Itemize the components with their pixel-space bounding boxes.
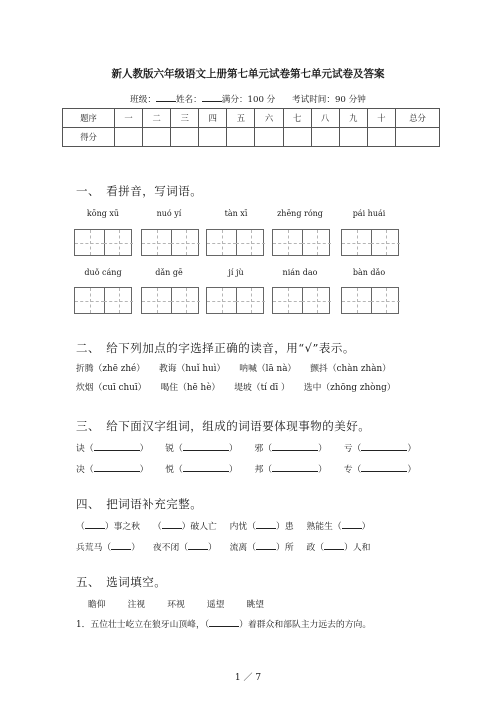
word-group-char: 亏 [343, 444, 353, 454]
score-header: 四 [199, 109, 227, 128]
score-cell[interactable] [227, 128, 255, 147]
reading-item[interactable]: 呐喊（lā nà） [239, 364, 297, 374]
word-group-line-2: 决（ ） 悦（ ） 邦（ ） 专（ ） [76, 462, 416, 475]
idiom-text: ） [208, 543, 217, 553]
pinyin-label: nuó yí [156, 209, 182, 218]
question-text: 1．五位壮士屹立在狼牙山顶峰，（ [76, 620, 210, 630]
score-header: 八 [311, 109, 339, 128]
score-row-label: 得分 [63, 128, 115, 147]
reading-item[interactable]: 炊烟（cuī chuī） [76, 383, 147, 393]
writing-grid[interactable] [74, 287, 132, 314]
idiom-text: ）人和 [344, 543, 371, 553]
idiom-line-2 [76, 540, 370, 553]
answer-blank[interactable] [183, 441, 229, 451]
class-blank [156, 92, 176, 102]
pinyin-label: dǎn gē [155, 268, 183, 277]
answer-blank[interactable] [85, 519, 105, 529]
score-header: 三 [171, 109, 199, 128]
score-cell[interactable] [255, 128, 283, 147]
idiom-line-1 [76, 519, 370, 532]
pinyin-label: nián dao [282, 268, 318, 277]
answer-blank[interactable] [188, 540, 208, 550]
word-group-line-1: 诀（ ） 锐（ ） 邪（ ） 亏（ ） [76, 441, 416, 454]
pinyin-label: bàn dǎo [352, 268, 386, 277]
doc-title: 新人教版六年级语文上册第七单元试卷第七单元试卷及答案 [111, 68, 385, 80]
answer-blank[interactable] [342, 519, 362, 529]
word-choice: 环视 [167, 600, 185, 610]
score-value-row [63, 128, 440, 147]
score-header: 一 [115, 109, 143, 128]
idiom-text: ）患 [276, 522, 294, 532]
idiom-text: 政（ [306, 543, 325, 553]
answer-blank[interactable] [162, 519, 182, 529]
fill-question-1 [76, 617, 371, 630]
word-group-char: 诀 [76, 444, 85, 454]
word-group-char: 锐 [165, 444, 175, 454]
answer-blank[interactable] [111, 540, 131, 550]
score-cell[interactable] [283, 128, 311, 147]
writing-grid[interactable] [141, 287, 199, 314]
score-header: 题序 [63, 109, 115, 128]
score-cell[interactable] [367, 128, 395, 147]
word-choices [88, 597, 264, 610]
pinyin-label: jí jù [228, 268, 244, 277]
idiom-text: ） [131, 543, 141, 553]
info-line [0, 92, 496, 105]
answer-blank[interactable] [272, 462, 318, 472]
full-score: 满分：100 分 [221, 95, 276, 105]
writing-grid[interactable] [141, 229, 199, 256]
idiom-text: 兵荒马（ [76, 543, 112, 553]
pinyin-label: kōng xū [86, 209, 120, 218]
question-text: ）着群众和部队主力远去的方向。 [239, 620, 372, 630]
score-header: 五 [227, 109, 255, 128]
writing-grid[interactable] [272, 287, 330, 314]
score-cell[interactable] [143, 128, 171, 147]
answer-blank[interactable] [94, 441, 140, 451]
score-cell[interactable] [171, 128, 199, 147]
word-choice: 眺望 [246, 600, 265, 610]
answer-blank[interactable] [256, 540, 276, 550]
word-choice: 瞻仰 [88, 600, 106, 610]
reading-item[interactable]: 堤坡（tí dī ） [234, 383, 290, 393]
section2-heading: 二、 给下列加点的字选择正确的读音，用“√”表示。 [76, 341, 355, 355]
score-header: 九 [339, 109, 367, 128]
name-blank [202, 92, 222, 102]
score-cell[interactable] [115, 128, 143, 147]
answer-blank[interactable] [209, 617, 239, 627]
word-choice: 注视 [127, 600, 146, 610]
pinyin-label: duǒ cáng [84, 268, 122, 277]
reading-item[interactable]: 喝住（hē hè） [160, 383, 221, 393]
score-header: 六 [255, 109, 283, 128]
reading-item[interactable]: 折腾（zhē zhé） [76, 364, 145, 374]
writing-grid[interactable] [206, 229, 264, 256]
idiom-text: 内忧（ [229, 522, 257, 532]
answer-blank[interactable] [183, 462, 229, 472]
answer-blank[interactable] [256, 519, 276, 529]
score-header: 十 [367, 109, 395, 128]
idiom-text: ）破人亡 [181, 522, 217, 532]
idiom-text: ）事之秋 [104, 522, 141, 532]
writing-grid[interactable] [74, 229, 132, 256]
section3-heading: 三、 给下面汉字组词，组成的词语要体现事物的美好。 [76, 419, 371, 433]
score-header-row [63, 109, 440, 128]
score-table [62, 108, 440, 147]
class-label: 班级： [130, 95, 156, 105]
answer-blank[interactable] [272, 441, 318, 451]
exam-time: 考试时间：90 分钟 [292, 95, 366, 105]
word-group-char: 专 [343, 465, 353, 475]
reading-item[interactable]: 选中（zhōng zhòng） [303, 383, 396, 393]
word-group-char: 邦 [254, 465, 264, 475]
idiom-text: ） [361, 522, 371, 532]
word-choice: 遥望 [206, 600, 225, 610]
answer-blank[interactable] [361, 441, 407, 451]
word-group-char: 悦 [165, 465, 175, 475]
section1-heading: 一、 看拼音，写词语。 [76, 184, 203, 198]
pinyin-label: pái huái [352, 209, 386, 218]
score-header: 七 [283, 109, 311, 128]
word-group-char: 决 [76, 465, 85, 475]
idiom-text: （ [152, 522, 162, 532]
pinyin-label: tàn xī [224, 209, 248, 218]
reading-item[interactable]: 颤抖（chàn zhàn） [310, 364, 391, 374]
answer-blank[interactable] [361, 462, 407, 472]
name-label: 姓名： [175, 95, 202, 105]
score-cell[interactable] [339, 128, 367, 147]
page-number: 1 ／ 7 [234, 673, 262, 683]
score-cell[interactable] [199, 128, 227, 147]
section5-heading: 五、 选词填空。 [76, 575, 167, 589]
score-cell[interactable] [396, 128, 440, 147]
answer-blank[interactable] [94, 462, 140, 472]
score-header: 总分 [396, 109, 440, 128]
word-group-char: 邪 [254, 444, 264, 454]
reading-line-2 [76, 380, 396, 393]
writing-grid[interactable] [341, 229, 399, 256]
answer-blank[interactable] [324, 540, 344, 550]
writing-grid[interactable] [272, 229, 330, 256]
section4-heading: 四、 把词语补充完整。 [76, 497, 203, 511]
idiom-text: 熟能生（ [306, 522, 342, 532]
idiom-text: （ [76, 522, 85, 532]
reading-line-1 [76, 361, 391, 374]
reading-item[interactable]: 教诲（huǐ huì） [159, 364, 226, 374]
score-header: 二 [143, 109, 171, 128]
pinyin-label: zhēng róng [277, 209, 323, 218]
idiom-text: 夜不闭（ [152, 543, 189, 553]
score-cell[interactable] [311, 128, 339, 147]
idiom-text: ）所 [276, 543, 294, 553]
idiom-text: 流离（ [229, 543, 257, 553]
writing-grid[interactable] [206, 287, 264, 314]
writing-grid[interactable] [341, 287, 399, 314]
